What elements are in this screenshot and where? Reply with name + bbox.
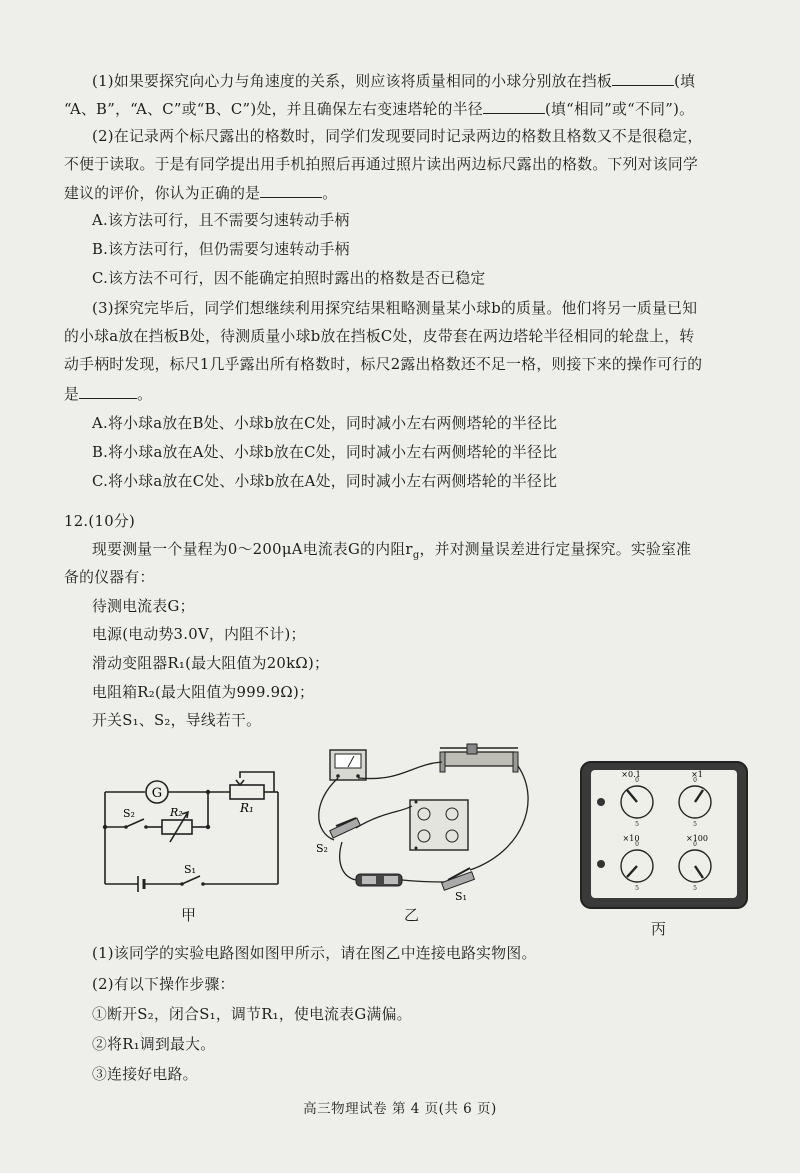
q11-option-2c: C.该方法不可行，因不能确定拍照时露出的格数是否已稳定 <box>92 270 486 287</box>
figure-label-jia: 甲 <box>181 906 197 924</box>
svg-text:0: 0 <box>635 777 639 784</box>
answer-blank[interactable] <box>483 99 545 114</box>
label-s2: S₂ <box>123 807 135 820</box>
q11-p3-line1: (3)探究完毕后，同学们想继续利用探究结果粗略测量某小球b的质量。他们将另一质量已知 <box>92 300 698 317</box>
q12-intro-line1: 现要测量一个量程为0～200μA电流表G的内阻$r_g$，并对测量误差进行定量探究。实验室准 <box>92 541 692 561</box>
answer-blank[interactable] <box>612 71 674 86</box>
q12-item-rheostat: 滑动变阻器R₁(最大阻值为20kΩ)； <box>92 655 330 672</box>
q12-intro-line2: 备的仪器有： <box>64 569 155 586</box>
dial-label-x10: ×10 <box>622 834 640 843</box>
answer-blank[interactable] <box>260 183 322 198</box>
figure-label-bing: 丙 <box>651 920 667 938</box>
figure-label-yi: 乙 <box>404 906 420 924</box>
q11-p1-line2: “A、B”，“A、C”或“B、C”)处，并且确保左右变速塔轮的半径 (填“相同”或“不同”)。 <box>64 101 695 118</box>
label-g: G <box>151 786 163 801</box>
label-s1-device: S₁ <box>455 890 467 903</box>
label-s2-device: S₂ <box>316 842 328 855</box>
dial-label-x100: ×100 <box>686 834 708 843</box>
q11-option-3c: C.将小球a放在C处、小球b放在A处，同时减小左右两侧塔轮的半径比 <box>92 473 558 490</box>
q11-p1-line1: (1)如果要探究向心力与角速度的关系，则应该将质量相同的小球分别放在挡板 (填 <box>92 73 696 90</box>
q11-p2-line2: 不便于读取。于是有同学提出用手机拍照后再通过照片读出两边标尺露出的格数。下列对该同学 <box>64 156 699 173</box>
dial-label-x0.1: ×0.1 <box>621 770 641 779</box>
svg-text:0: 0 <box>693 777 697 784</box>
dial-label-x1: ×1 <box>691 770 703 779</box>
q11-p2-line3: 建议的评价，你认为正确的是 。 <box>64 185 338 202</box>
figure-jia-circuit <box>100 772 290 892</box>
svg-text:5: 5 <box>693 885 697 892</box>
svg-text:0: 0 <box>693 841 697 848</box>
q11-option-3b: B.将小球a放在A处、小球b放在C处，同时减小左右两侧塔轮的半径比 <box>92 444 558 461</box>
q11-p3-line4: 是 。 <box>64 386 153 403</box>
svg-text:5: 5 <box>635 885 639 892</box>
q12-number: 12.(10分) <box>64 513 136 530</box>
resistance-box-device <box>410 800 468 850</box>
q12-item-source: 电源(电动势3.0V，内阻不计)； <box>92 626 306 643</box>
q12-step1: ①断开S₂，闭合S₁，调节R₁，使电流表G满偏。 <box>92 1006 412 1023</box>
q12-sub1: (1)该同学的实验电路图如图甲所示，请在图乙中连接电路实物图。 <box>92 945 537 962</box>
figure-yi-apparatus <box>312 742 532 902</box>
galvanometer-device <box>330 750 366 780</box>
svg-text:0: 0 <box>635 841 639 848</box>
q12-item-switches: 开关S₁、S₂，导线若干。 <box>92 712 262 729</box>
label-s1: S₁ <box>184 863 196 876</box>
label-r2: R₂ <box>170 806 183 819</box>
rheostat-device <box>440 744 518 772</box>
q11-p3-line2: 的小球a放在挡板B处，待测质量小球b放在挡板C处，皮带套在两边塔轮半径相同的轮盘上，转 <box>64 328 695 345</box>
battery-device <box>356 874 402 886</box>
figure-bing-resistance-box <box>579 760 749 910</box>
answer-blank[interactable] <box>79 384 137 399</box>
q11-p3-line3: 动手柄时发现，标尺1几乎露出所有格数时，标尺2露出格数还不足一格，则接下来的操作可行的 <box>64 356 703 373</box>
q11-option-3a: A.将小球a放在B处、小球b放在C处，同时减小左右两侧塔轮的半径比 <box>92 415 558 432</box>
q11-p2-line1: (2)在记录两个标尺露出的格数时，同学们发现要同时记录两边的格数且格数又不是很稳定， <box>92 128 703 145</box>
switch-s2-device <box>330 818 361 838</box>
label-r1: R₁ <box>240 801 254 815</box>
resistance-box-r2-symbol <box>162 820 192 834</box>
q12-step2: ②将R₁调到最大。 <box>92 1036 216 1053</box>
q12-item-resistance-box: 电阻箱R₂(最大阻值为999.9Ω)； <box>92 684 315 701</box>
switch-s1-device <box>442 868 475 890</box>
svg-text:5: 5 <box>693 821 697 828</box>
page-footer: 高三物理试卷 第 4 页(共 6 页) <box>303 1101 497 1117</box>
q12-sub2: (2)有以下操作步骤： <box>92 976 235 993</box>
svg-text:5: 5 <box>635 821 639 828</box>
rheostat-r1-symbol <box>230 785 264 799</box>
q11-option-2b: B.该方法可行，但仍需要匀速转动手柄 <box>92 241 350 258</box>
q12-item-galvanometer: 待测电流表G； <box>92 598 195 615</box>
q11-option-2a: A.该方法可行，且不需要匀速转动手柄 <box>92 212 350 229</box>
q12-step3: ③连接好电路。 <box>92 1066 198 1083</box>
